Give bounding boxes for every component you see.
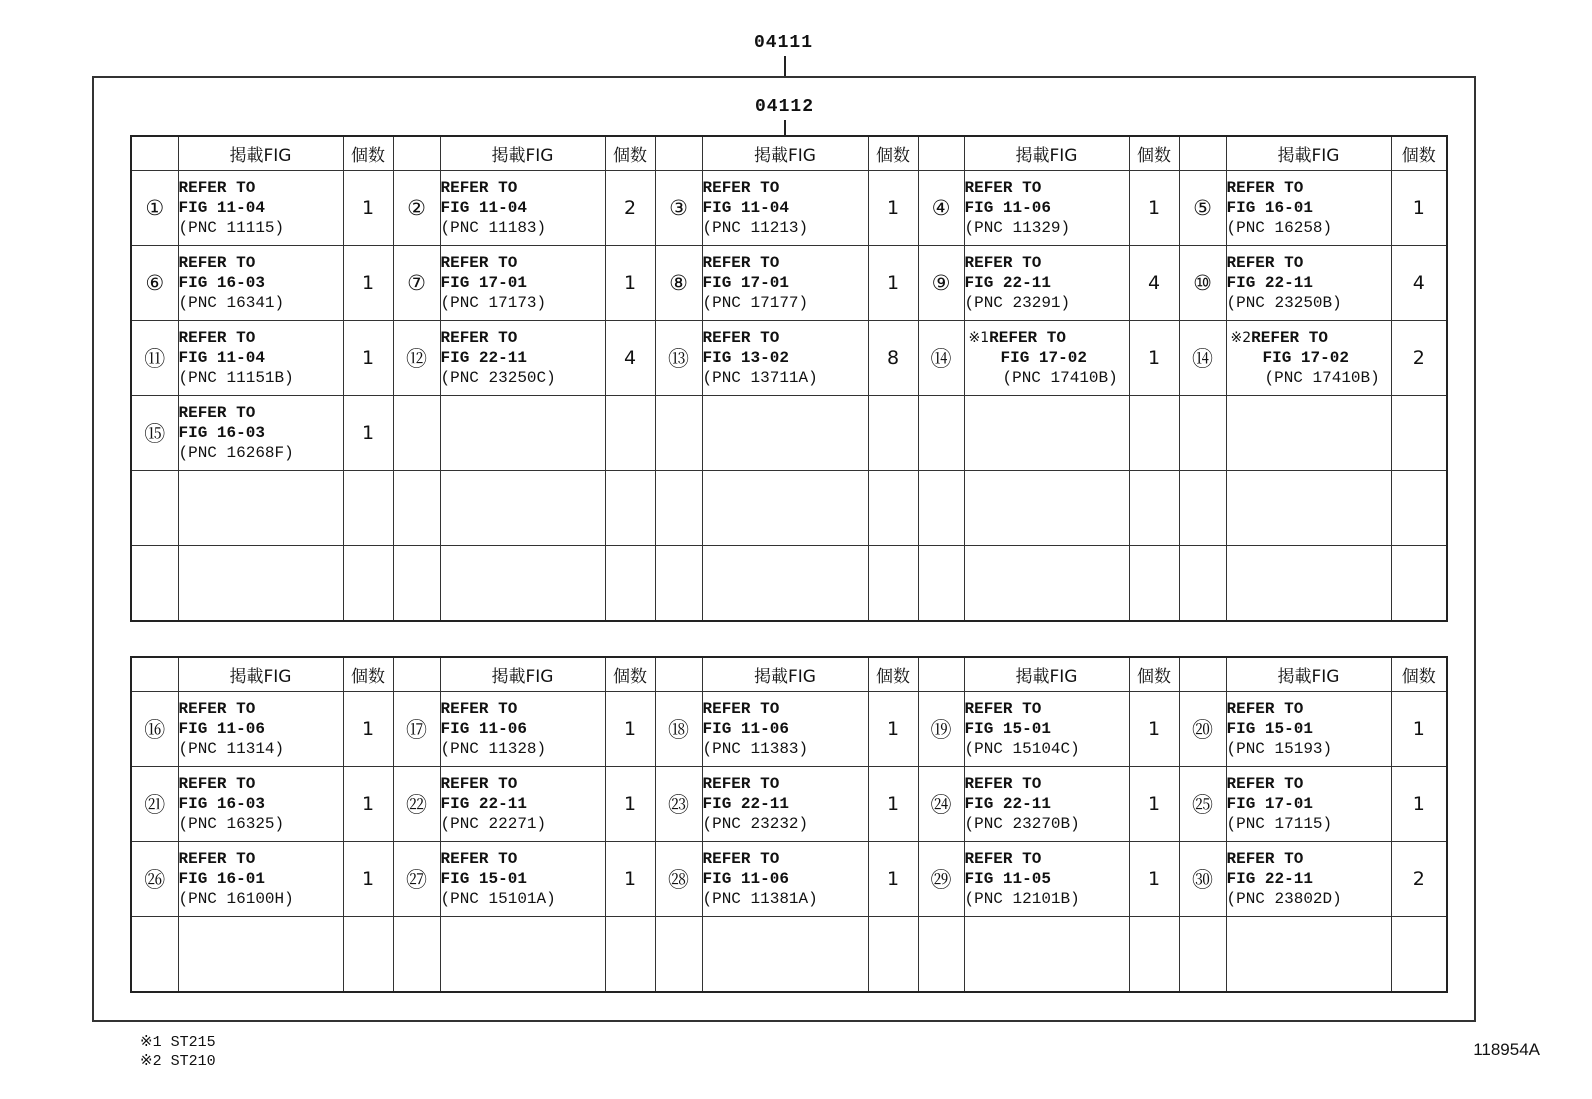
item-quantity (868, 917, 918, 993)
ref-line-3: (PNC 17173) (440, 294, 547, 312)
item-number: ⑬ (655, 321, 702, 396)
ref-line-1: REFER TO (178, 850, 256, 868)
parts-table-top (130, 135, 1448, 622)
item-quantity: 1 (343, 767, 393, 842)
header-fig: 掲載FIG (964, 657, 1129, 692)
item-quantity (1391, 546, 1447, 622)
ref-line-2: FIG 22-11 (964, 795, 1051, 813)
fig-reference (702, 917, 868, 993)
item-quantity: 1 (868, 842, 918, 917)
ref-line-2: FIG 22-11 (440, 795, 527, 813)
ref-line-2: FIG 11-04 (178, 349, 265, 367)
item-number: ⑤ (1179, 171, 1226, 246)
ref-line-1: REFER TO (440, 254, 518, 272)
header-qty: 個数 (868, 657, 918, 692)
ref-line-3: (PNC 11314) (178, 740, 285, 758)
item-number: ㉘ (655, 842, 702, 917)
ref-line-3: (PNC 11115) (178, 219, 285, 237)
item-quantity (1129, 917, 1179, 993)
item-quantity: 1 (868, 246, 918, 321)
ref-line-2: FIG 15-01 (964, 720, 1051, 738)
footnotes (140, 1033, 216, 1071)
fig-reference (964, 546, 1129, 622)
header-fig: 掲載FIG (1226, 136, 1391, 171)
item-number (393, 396, 440, 471)
ref-line-3: (PNC 23250C) (440, 369, 556, 387)
item-number: ⑱ (655, 692, 702, 767)
inner-leader-line (784, 120, 786, 136)
ref-line-3: (PNC 16268F) (178, 444, 294, 462)
item-number: ⑭ (918, 321, 964, 396)
item-number: ⑨ (918, 246, 964, 321)
ref-line-2: FIG 16-03 (178, 424, 265, 442)
ref-line-3: (PNC 17177) (702, 294, 809, 312)
item-number: ⑦ (393, 246, 440, 321)
table-row (131, 471, 1447, 546)
ref-line-1: REFER TO (964, 179, 1042, 197)
item-number (131, 546, 178, 622)
item-quantity (343, 546, 393, 622)
fig-reference (178, 471, 343, 546)
ref-line-3: (PNC 12101B) (964, 890, 1080, 908)
fig-reference (702, 396, 868, 471)
item-number: ㉙ (918, 842, 964, 917)
ref-line-3: (PNC 23232) (702, 815, 809, 833)
note-mark: ※2 (1230, 330, 1252, 346)
item-quantity (605, 546, 655, 622)
table-row (131, 767, 1447, 842)
ref-line-3: (PNC 17115) (1226, 815, 1333, 833)
item-number: ㉒ (393, 767, 440, 842)
ref-line-3: (PNC 11381A) (702, 890, 818, 908)
ref-line-2: FIG 11-06 (964, 199, 1051, 217)
header-fig: 掲載FIG (178, 136, 343, 171)
item-number: ⑪ (131, 321, 178, 396)
item-number: ⑥ (131, 246, 178, 321)
outer-assembly-label: 04111 (754, 33, 814, 53)
item-quantity: 2 (605, 171, 655, 246)
header-qty: 個数 (1129, 136, 1179, 171)
fig-reference (178, 321, 343, 396)
header-index (131, 136, 178, 171)
item-number: ㉚ (1179, 842, 1226, 917)
item-quantity: 1 (1129, 767, 1179, 842)
item-number: ⑩ (1179, 246, 1226, 321)
item-number (1179, 917, 1226, 993)
fig-reference (1226, 767, 1391, 842)
item-quantity: 4 (605, 321, 655, 396)
fig-reference (440, 546, 605, 622)
item-quantity (1129, 396, 1179, 471)
item-number: ㉓ (655, 767, 702, 842)
fig-reference (178, 396, 343, 471)
item-number: ① (131, 171, 178, 246)
outer-leader-line (784, 56, 786, 76)
item-quantity (1129, 546, 1179, 622)
header-row (131, 657, 1447, 692)
ref-line-2: FIG 11-06 (440, 720, 527, 738)
item-quantity (343, 917, 393, 993)
fig-reference (964, 396, 1129, 471)
item-number: ⑳ (1179, 692, 1226, 767)
ref-line-3: (PNC 16341) (178, 294, 285, 312)
footnote-2: ※2 ST210 (140, 1053, 216, 1070)
header-fig: 掲載FIG (702, 657, 868, 692)
ref-line-1: REFER TO (440, 179, 518, 197)
item-number (655, 546, 702, 622)
item-quantity: 1 (605, 767, 655, 842)
item-number: ⑰ (393, 692, 440, 767)
item-quantity: 2 (1391, 842, 1447, 917)
fig-reference (964, 842, 1129, 917)
parts-table-bottom (130, 656, 1448, 993)
fig-reference (964, 767, 1129, 842)
ref-line-3: (PNC 11328) (440, 740, 547, 758)
ref-line-2: FIG 16-01 (178, 870, 265, 888)
item-number: ③ (655, 171, 702, 246)
item-quantity: 1 (343, 171, 393, 246)
fig-reference (1226, 321, 1391, 396)
fig-reference (178, 171, 343, 246)
item-quantity: 1 (605, 692, 655, 767)
item-quantity (605, 396, 655, 471)
ref-line-3: (PNC 22271) (440, 815, 547, 833)
header-index (918, 136, 964, 171)
ref-line-2: FIG 11-06 (702, 720, 789, 738)
ref-line-3: (PNC 11383) (702, 740, 809, 758)
table-row (131, 321, 1447, 396)
item-quantity: 4 (1129, 246, 1179, 321)
fig-reference (440, 246, 605, 321)
item-number (918, 917, 964, 993)
item-number: ㉖ (131, 842, 178, 917)
item-number (1179, 471, 1226, 546)
item-number: ㉗ (393, 842, 440, 917)
ref-line-1: REFER TO (440, 700, 518, 718)
ref-line-2: FIG 11-06 (702, 870, 789, 888)
item-number (655, 396, 702, 471)
header-index (655, 657, 702, 692)
item-number (655, 471, 702, 546)
fig-reference (440, 842, 605, 917)
header-fig: 掲載FIG (964, 136, 1129, 171)
fig-reference (440, 692, 605, 767)
fig-reference (702, 842, 868, 917)
ref-line-2: FIG 11-06 (178, 720, 265, 738)
header-fig: 掲載FIG (1226, 657, 1391, 692)
item-number (1179, 396, 1226, 471)
item-quantity (605, 917, 655, 993)
item-quantity: 1 (1129, 842, 1179, 917)
fig-reference (1226, 546, 1391, 622)
ref-line-2: FIG 16-01 (1226, 199, 1313, 217)
item-quantity: 1 (343, 692, 393, 767)
item-quantity (868, 471, 918, 546)
fig-reference (964, 246, 1129, 321)
ref-line-3: (PNC 23802D) (1226, 890, 1342, 908)
table-row (131, 842, 1447, 917)
ref-line-2: FIG 11-04 (702, 199, 789, 217)
table-row (131, 692, 1447, 767)
fig-reference (440, 171, 605, 246)
ref-line-2: FIG 15-01 (440, 870, 527, 888)
item-number (131, 917, 178, 993)
fig-reference (440, 917, 605, 993)
item-number (918, 546, 964, 622)
ref-line-1: REFER TO (964, 700, 1042, 718)
ref-line-1: REFER TO (178, 329, 256, 347)
header-qty: 個数 (605, 136, 655, 171)
ref-line-1: REFER TO (702, 775, 780, 793)
fig-reference (964, 171, 1129, 246)
item-number: ⑮ (131, 396, 178, 471)
ref-line-1: REFER TO (964, 254, 1042, 272)
ref-line-1: REFER TO (1226, 775, 1304, 793)
item-quantity (343, 471, 393, 546)
fig-reference (702, 246, 868, 321)
ref-line-2: FIG 17-01 (440, 274, 527, 292)
fig-reference (1226, 246, 1391, 321)
item-number: ⑯ (131, 692, 178, 767)
ref-line-1: REFER TO (178, 179, 256, 197)
ref-line-3: (PNC 23250B) (1226, 294, 1342, 312)
ref-line-1: REFER TO (702, 700, 780, 718)
item-quantity: 1 (868, 171, 918, 246)
fig-reference (1226, 842, 1391, 917)
ref-line-3: (PNC 17410B) (1264, 369, 1380, 387)
item-number (393, 546, 440, 622)
header-qty: 個数 (868, 136, 918, 171)
item-number: ⑧ (655, 246, 702, 321)
inner-assembly-label: 04112 (755, 97, 815, 117)
ref-line-3: (PNC 11329) (964, 219, 1071, 237)
ref-line-1: REFER TO (1251, 329, 1328, 347)
ref-line-1: REFER TO (178, 404, 256, 422)
ref-line-2: FIG 11-04 (440, 199, 527, 217)
item-number: ⑫ (393, 321, 440, 396)
fig-reference (702, 546, 868, 622)
table-row (131, 396, 1447, 471)
header-index (131, 657, 178, 692)
ref-line-1: REFER TO (1226, 254, 1304, 272)
header-index (918, 657, 964, 692)
header-index (393, 136, 440, 171)
item-quantity (868, 396, 918, 471)
item-quantity (868, 546, 918, 622)
fig-reference (702, 471, 868, 546)
fig-reference (1226, 171, 1391, 246)
ref-line-1: REFER TO (440, 775, 518, 793)
header-qty: 個数 (343, 657, 393, 692)
item-quantity: 1 (1129, 321, 1179, 396)
header-row (131, 136, 1447, 171)
ref-line-1: REFER TO (178, 254, 256, 272)
figure-id: 118954A (1473, 1040, 1540, 1059)
header-fig: 掲載FIG (440, 136, 605, 171)
header-qty: 個数 (1391, 657, 1447, 692)
ref-line-1: REFER TO (702, 850, 780, 868)
item-quantity: 1 (343, 396, 393, 471)
ref-line-3: (PNC 13711A) (702, 369, 818, 387)
footnote-1: ※1 ST215 (140, 1034, 216, 1051)
ref-line-2: FIG 13-02 (702, 349, 789, 367)
item-quantity: 1 (1391, 171, 1447, 246)
ref-line-2: FIG 17-01 (702, 274, 789, 292)
fig-reference (964, 471, 1129, 546)
item-quantity (1391, 917, 1447, 993)
item-quantity: 1 (1391, 692, 1447, 767)
item-number: ⑭ (1179, 321, 1226, 396)
ref-line-1: REFER TO (989, 329, 1066, 347)
ref-line-3: (PNC 23270B) (964, 815, 1080, 833)
item-number: ④ (918, 171, 964, 246)
header-qty: 個数 (605, 657, 655, 692)
ref-line-2: FIG 22-11 (702, 795, 789, 813)
fig-reference (702, 692, 868, 767)
ref-line-2: FIG 22-11 (964, 274, 1051, 292)
ref-line-1: REFER TO (440, 850, 518, 868)
ref-line-1: REFER TO (964, 850, 1042, 868)
ref-line-3: (PNC 17410B) (1002, 369, 1118, 387)
item-number (918, 396, 964, 471)
header-qty: 個数 (343, 136, 393, 171)
item-number (393, 471, 440, 546)
item-number: ㉑ (131, 767, 178, 842)
ref-line-2: FIG 11-05 (964, 870, 1051, 888)
ref-line-2: FIG 22-11 (1226, 274, 1313, 292)
ref-line-1: REFER TO (178, 700, 256, 718)
ref-line-2: FIG 15-01 (1226, 720, 1313, 738)
fig-reference (1226, 396, 1391, 471)
fig-reference (440, 396, 605, 471)
item-number: ② (393, 171, 440, 246)
item-quantity (1391, 396, 1447, 471)
table-row (131, 546, 1447, 622)
item-quantity: 8 (868, 321, 918, 396)
item-quantity (1129, 471, 1179, 546)
fig-reference (440, 321, 605, 396)
header-fig: 掲載FIG (702, 136, 868, 171)
ref-line-2: FIG 16-03 (178, 795, 265, 813)
header-index (1179, 657, 1226, 692)
fig-reference (702, 767, 868, 842)
fig-reference (440, 471, 605, 546)
ref-line-2: FIG 11-04 (178, 199, 265, 217)
item-quantity: 2 (1391, 321, 1447, 396)
ref-line-1: REFER TO (1226, 850, 1304, 868)
header-index (393, 657, 440, 692)
ref-line-2: FIG 17-02 (1262, 349, 1349, 367)
fig-reference (178, 692, 343, 767)
fig-reference (702, 171, 868, 246)
header-fig: 掲載FIG (178, 657, 343, 692)
item-quantity: 1 (343, 246, 393, 321)
item-number (918, 471, 964, 546)
item-number (393, 917, 440, 993)
item-quantity: 1 (1391, 767, 1447, 842)
ref-line-3: (PNC 11213) (702, 219, 809, 237)
item-quantity: 4 (1391, 246, 1447, 321)
item-quantity: 1 (605, 842, 655, 917)
table-row (131, 246, 1447, 321)
item-number: ㉔ (918, 767, 964, 842)
item-number (1179, 546, 1226, 622)
ref-line-3: (PNC 23291) (964, 294, 1071, 312)
ref-line-2: FIG 22-11 (440, 349, 527, 367)
header-fig: 掲載FIG (440, 657, 605, 692)
ref-line-2: FIG 16-03 (178, 274, 265, 292)
ref-line-3: (PNC 16258) (1226, 219, 1333, 237)
item-number (655, 917, 702, 993)
ref-line-1: REFER TO (702, 254, 780, 272)
item-quantity: 1 (343, 842, 393, 917)
ref-line-2: FIG 17-01 (1226, 795, 1313, 813)
item-number (131, 471, 178, 546)
item-quantity: 1 (605, 246, 655, 321)
fig-reference (1226, 471, 1391, 546)
ref-line-2: FIG 22-11 (1226, 870, 1313, 888)
item-quantity: 1 (1129, 171, 1179, 246)
ref-line-3: (PNC 15101A) (440, 890, 556, 908)
fig-reference (702, 321, 868, 396)
fig-reference (964, 917, 1129, 993)
fig-reference (178, 246, 343, 321)
item-quantity: 1 (868, 692, 918, 767)
ref-line-3: (PNC 16100H) (178, 890, 294, 908)
fig-reference (178, 767, 343, 842)
note-mark: ※1 (968, 330, 990, 346)
fig-reference (964, 321, 1129, 396)
header-qty: 個数 (1129, 657, 1179, 692)
ref-line-1: REFER TO (440, 329, 518, 347)
item-quantity: 1 (343, 321, 393, 396)
fig-reference (178, 842, 343, 917)
table-row (131, 917, 1447, 993)
item-number: ⑲ (918, 692, 964, 767)
header-index (655, 136, 702, 171)
item-quantity: 1 (868, 767, 918, 842)
fig-reference (964, 692, 1129, 767)
ref-line-3: (PNC 15193) (1226, 740, 1333, 758)
ref-line-2: FIG 17-02 (1000, 349, 1087, 367)
fig-reference (178, 917, 343, 993)
ref-line-1: REFER TO (1226, 700, 1304, 718)
ref-line-1: REFER TO (1226, 179, 1304, 197)
fig-reference (440, 767, 605, 842)
header-index (1179, 136, 1226, 171)
ref-line-3: (PNC 16325) (178, 815, 285, 833)
ref-line-3: (PNC 11183) (440, 219, 547, 237)
fig-reference (178, 546, 343, 622)
fig-reference (1226, 917, 1391, 993)
item-quantity: 1 (1129, 692, 1179, 767)
ref-line-3: (PNC 15104C) (964, 740, 1080, 758)
ref-line-3: (PNC 11151B) (178, 369, 294, 387)
fig-reference (1226, 692, 1391, 767)
ref-line-1: REFER TO (178, 775, 256, 793)
table-row (131, 171, 1447, 246)
header-qty: 個数 (1391, 136, 1447, 171)
ref-line-1: REFER TO (702, 329, 780, 347)
ref-line-1: REFER TO (702, 179, 780, 197)
item-quantity (605, 471, 655, 546)
item-quantity (1391, 471, 1447, 546)
item-number: ㉕ (1179, 767, 1226, 842)
ref-line-1: REFER TO (964, 775, 1042, 793)
